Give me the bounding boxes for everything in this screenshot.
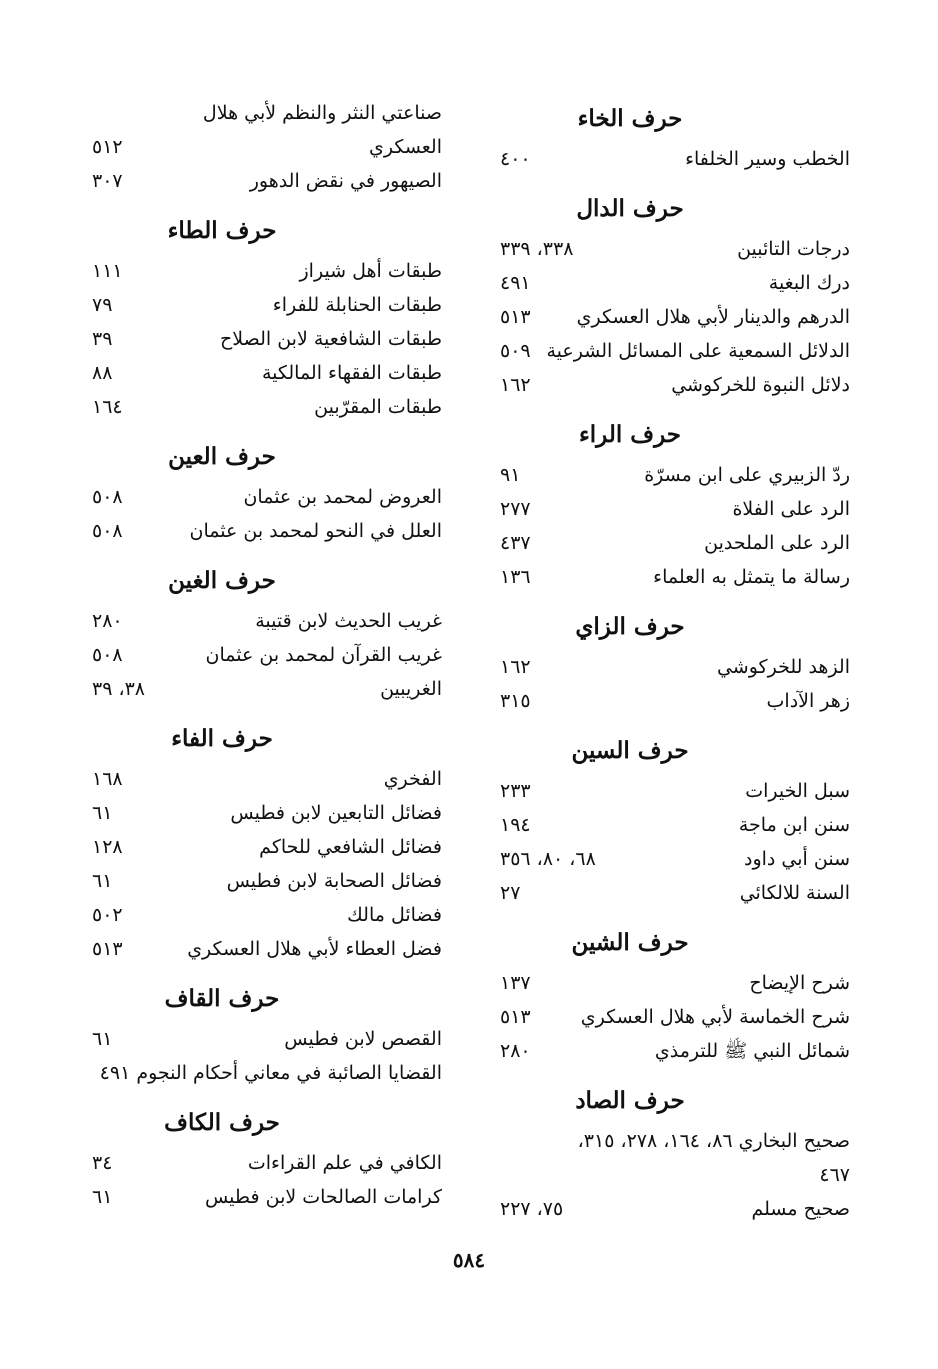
entry-title: العسكري: [368, 136, 442, 158]
right-column: [500, 96, 850, 1226]
index-entry: [500, 1192, 850, 1226]
entry-pages: ٦١: [92, 870, 113, 892]
index-entry: [92, 864, 442, 898]
section-gap: [92, 966, 442, 976]
index-entry: [500, 492, 850, 526]
index-entry: [500, 232, 850, 266]
index-entry: [500, 842, 850, 876]
section-heading: حرف الخاء: [577, 105, 683, 132]
index-entry: [500, 458, 850, 492]
entry-pages: ٢٧: [500, 882, 521, 904]
index-entry: [92, 288, 442, 322]
index-entry: [92, 390, 442, 424]
index-entry: [92, 322, 442, 356]
index-entry: [92, 672, 442, 706]
entry-title: رسالة ما يتمثل به العلماء: [653, 566, 850, 588]
index-entry: [500, 1034, 850, 1068]
entry-pages: ٥١٣: [500, 1006, 531, 1028]
index-entry: [92, 96, 442, 130]
entry-pages: ٢٧٧: [500, 498, 531, 520]
entry-pages: ١٦٢: [500, 374, 531, 396]
entry-pages: ٢٣٣: [500, 780, 531, 802]
entry-title: العلل في النحو لمحمد بن عثمان: [189, 520, 442, 542]
index-entry: [92, 898, 442, 932]
section-gap: [92, 198, 442, 208]
entry-title: طبقات الشافعية لابن الصلاح: [220, 328, 442, 350]
index-entry: [92, 1022, 442, 1056]
entry-title: ردّ الزبيري على ابن مسرّة: [644, 464, 850, 486]
entry-title: شمائل النبي ﷺ للترمذي: [654, 1040, 850, 1062]
index-entry: [92, 1180, 442, 1214]
entry-title: سنن ابن ماجة: [738, 814, 850, 836]
entry-pages: ٤٠٠: [500, 148, 531, 170]
entry-pages: ١٢٨: [92, 836, 123, 858]
index-entry: [92, 356, 442, 390]
section-gap: [92, 548, 442, 558]
index-entry: [500, 1000, 850, 1034]
section-heading: حرف الراء: [578, 421, 682, 448]
entry-title: الرد على الملحدين: [704, 532, 850, 554]
entry-pages: ٩١: [500, 464, 521, 486]
entry-title: الغريبين: [380, 678, 442, 700]
entry-title: الرد على الفلاة: [732, 498, 850, 520]
section-gap: [500, 176, 850, 186]
index-entry: [92, 130, 442, 164]
entry-title: السنة للالكائي: [739, 882, 850, 904]
entry-pages: ٥٠٨: [92, 520, 123, 542]
section-gap: [92, 706, 442, 716]
entry-pages: ٣٣٨، ٣٣٩: [500, 238, 574, 260]
entry-title: صحيح البخاري ٨٦، ١٦٤، ٢٧٨، ٣١٥،: [577, 1130, 850, 1152]
index-entry: [92, 638, 442, 672]
entry-title: الفخري: [383, 768, 442, 790]
section-gap: [92, 1090, 442, 1100]
section-heading: حرف الزاي: [575, 613, 685, 640]
entry-pages: ٢٨٠: [92, 610, 123, 632]
index-entry: [500, 684, 850, 718]
entry-pages: ٣٤: [92, 1152, 113, 1174]
entry-pages: ٥١٣: [500, 306, 531, 328]
section-gap: [500, 910, 850, 920]
entry-title: غريب القرآن لمحمد بن عثمان: [205, 644, 442, 666]
entry-pages: ٣١٥: [500, 690, 531, 712]
index-entry: [92, 604, 442, 638]
entry-pages: ٥١٢: [92, 136, 123, 158]
entry-title: دلائل النبوة للخركوشي: [671, 374, 850, 396]
entry-pages: ٦٨، ٨٠، ٣٥٦: [500, 848, 596, 870]
section-heading: حرف الفاء: [171, 725, 273, 752]
index-entry: [92, 796, 442, 830]
index-entry: [92, 514, 442, 548]
section-gap: [500, 1068, 850, 1078]
index-entry: [92, 254, 442, 288]
entry-title: صناعتي النثر والنظم لأبي هلال: [202, 102, 442, 124]
section-heading: حرف السين: [571, 737, 689, 764]
index-entry: [92, 932, 442, 966]
entry-title: فضل العطاء لأبي هلال العسكري: [187, 938, 442, 960]
entry-pages: ٣٩: [92, 328, 113, 350]
index-entry: [500, 966, 850, 1000]
entry-title: الصيهور في نقض الدهور: [249, 170, 442, 192]
entry-pages: ١٣٦: [500, 566, 531, 588]
entry-pages: ٦١: [92, 1186, 113, 1208]
entry-title: طبقات أهل شيراز: [299, 260, 442, 282]
section-gap: [92, 424, 442, 434]
entry-title: درك البغية: [768, 272, 850, 294]
entry-title: الزهد للخركوشي: [716, 656, 850, 678]
entry-pages: ٥١٣: [92, 938, 123, 960]
entry-pages: ١٦٤: [92, 396, 123, 418]
entry-pages: ١٣٧: [500, 972, 531, 994]
entry-title: شرح الإيضاح: [749, 972, 850, 994]
section-heading: حرف الغين: [168, 567, 276, 594]
index-entry: [500, 1124, 850, 1192]
entry-pages: ١٩٤: [500, 814, 531, 836]
entry-title: طبقات الحنابلة للفراء: [272, 294, 442, 316]
entry-pages: ٣٨، ٣٩: [92, 678, 146, 700]
entry-pages: ٦١: [92, 802, 113, 824]
index-entry: [500, 560, 850, 594]
index-entry: [500, 650, 850, 684]
entry-title: الخطب وسير الخلفاء: [685, 148, 850, 170]
index-entry: [500, 876, 850, 910]
entry-pages: ٢٨٠: [500, 1040, 531, 1062]
entry-title: كرامات الصالحات لابن فطيس: [204, 1186, 442, 1208]
entry-title: غريب الحديث لابن قتيبة: [255, 610, 442, 632]
entry-title: طبقات المقرّبين: [314, 396, 442, 418]
entry-pages: ٦١: [92, 1028, 113, 1050]
index-entry: [92, 830, 442, 864]
entry-title: شرح الخماسة لأبي هلال العسكري: [580, 1006, 850, 1028]
entry-title: صحيح مسلم: [751, 1198, 850, 1220]
entry-pages: ٥٠٨: [92, 644, 123, 666]
index-entry: [92, 164, 442, 198]
entry-pages: ٤٦٧: [819, 1164, 850, 1186]
index-entry: [500, 808, 850, 842]
section-gap: [500, 718, 850, 728]
index-entry: [500, 368, 850, 402]
entry-title: سبل الخيرات: [745, 780, 850, 802]
entry-title: درجات التائبين: [737, 238, 850, 260]
entry-pages: ٥٠٩: [500, 340, 531, 362]
index-entry: [500, 266, 850, 300]
entry-title: الكافي في علم القراءات: [247, 1152, 442, 1174]
entry-pages: ٨٨: [92, 362, 113, 384]
entry-pages: ٣٠٧: [92, 170, 123, 192]
entry-pages: ٥٠٢: [92, 904, 123, 926]
section-heading: حرف الصاد: [575, 1087, 685, 1114]
entry-title: طبقات الفقهاء المالكية: [261, 362, 442, 384]
entry-pages: ٧٥، ٢٢٧: [500, 1198, 564, 1220]
left-column: [92, 96, 442, 1214]
section-heading: حرف الطاء: [167, 217, 277, 244]
entry-pages: ٥٠٨: [92, 486, 123, 508]
entry-title: القضايا الصائبة في معاني أحكام النجوم ٤٩١: [99, 1062, 442, 1084]
section-heading: حرف الشين: [571, 929, 689, 956]
index-entry: [500, 142, 850, 176]
entry-title: فضائل الصحابة لابن فطيس: [226, 870, 442, 892]
section-heading: حرف العين: [168, 443, 276, 470]
section-gap: [500, 402, 850, 412]
index-entry: [500, 300, 850, 334]
index-entry: [500, 526, 850, 560]
entry-pages: ١٦٢: [500, 656, 531, 678]
entry-title: فضائل مالك: [347, 904, 442, 926]
entry-title: فضائل الشافعي للحاكم: [259, 836, 442, 858]
entry-pages: ٤٣٧: [500, 532, 531, 554]
section-heading: حرف الكاف: [164, 1109, 280, 1136]
entry-title: العروض لمحمد بن عثمان: [243, 486, 442, 508]
entry-pages: ٧٩: [92, 294, 113, 316]
entry-title: سنن أبي داود: [744, 848, 850, 870]
index-entry: [92, 480, 442, 514]
index-entry: [92, 1056, 442, 1090]
index-entry: [92, 1146, 442, 1180]
entry-title: فضائل التابعين لابن فطيس: [230, 802, 442, 824]
entry-pages: ١١١: [92, 260, 123, 282]
index-entry: [92, 762, 442, 796]
entry-title: القصص لابن فطيس: [284, 1028, 442, 1050]
entry-title: الدلائل السمعية على المسائل الشرعية: [546, 340, 850, 362]
entry-title: الدرهم والدينار لأبي هلال العسكري: [576, 306, 850, 328]
entry-pages: ٤٩١: [500, 272, 531, 294]
page-number: ٥٨٤: [452, 1248, 486, 1272]
entry-pages: ١٦٨: [92, 768, 123, 790]
index-entry: [500, 334, 850, 368]
index-entry: [500, 774, 850, 808]
section-heading: حرف القاف: [164, 985, 280, 1012]
entry-title: زهر الآداب: [766, 690, 850, 712]
section-heading: حرف الدال: [576, 195, 684, 222]
section-gap: [500, 594, 850, 604]
